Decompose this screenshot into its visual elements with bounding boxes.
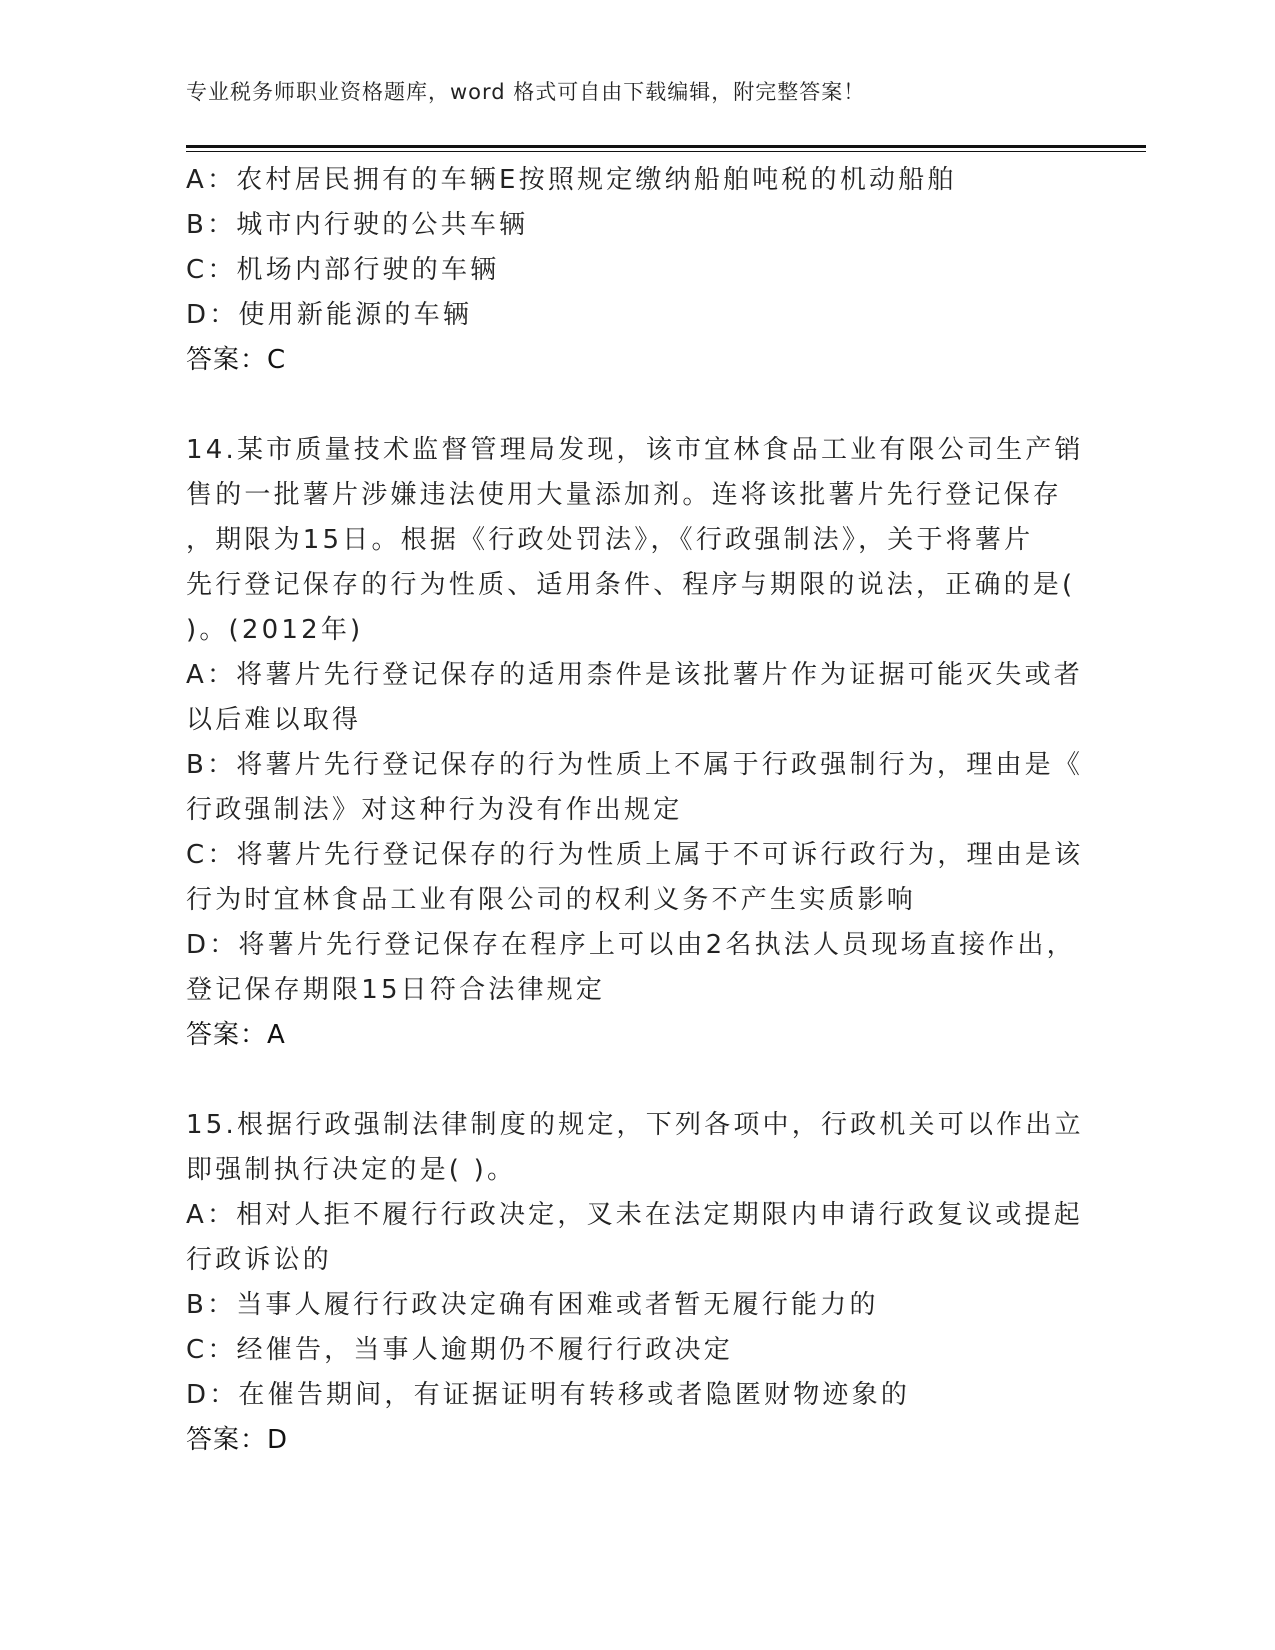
option-c-cont: 行为时宜林食品工业有限公司的权利义务不产生实质影响 — [186, 885, 917, 915]
option-a: A：相对人拒不履行行政决定，叉未在法定期限内申请行政复议或提起 — [186, 1200, 1083, 1230]
question-14 — [186, 428, 1084, 1058]
option-d: D：在催告期间，有证据证明有转移或者隐匿财物迹象的 — [186, 1380, 911, 1410]
option-a: A：将薯片先行登记保存的适用柰件是该批薯片作为证据可能灭失或者 — [186, 660, 1083, 690]
option-d-cont: 登记保存期限15日符合法律规定 — [186, 975, 606, 1005]
option-a: A：农村居民拥有的车辆E按照规定缴纳船舶吨税的机动船舶 — [186, 165, 957, 195]
question-stem-line: 先行登记保存的行为性质、适用条件、程序与期限的说法，正确的是( — [186, 570, 1076, 600]
question-content — [186, 158, 1084, 1463]
answer: 答案：C — [186, 345, 287, 375]
option-b: B：城市内行驶的公共车辆 — [186, 210, 529, 240]
option-a-cont: 行政诉讼的 — [186, 1245, 333, 1275]
option-b: B：当事人履行行政决定确有困难或者暂无履行能力的 — [186, 1290, 879, 1320]
option-c: C：将薯片先行登记保存的行为性质上属于不可诉行政行为，理由是该 — [186, 840, 1084, 870]
question-stem-line: ，期限为15日。根据《行政处罚法》，《行政强制法》，关于将薯片 — [186, 525, 1034, 555]
option-d: D：使用新能源的车辆 — [186, 300, 473, 330]
option-a-cont: 以后难以取得 — [186, 705, 362, 735]
question-stem-line: 15.根据行政强制法律制度的规定，下列各项中，行政机关可以作出立 — [186, 1110, 1084, 1140]
spacer — [186, 1058, 1066, 1103]
question-15 — [186, 1103, 1084, 1463]
question-stem-line: 即强制执行决定的是( )。 — [186, 1155, 517, 1185]
option-d: D：将薯片先行登记保存在程序上可以由2名执法人员现场直接作出， — [186, 930, 1076, 960]
answer: 答案：D — [186, 1425, 289, 1455]
option-b: B：将薯片先行登记保存的行为性质上不属于行政强制行为，理由是《 — [186, 750, 1084, 780]
answer: 答案：A — [186, 1020, 286, 1050]
question-stem-line: 售的一批薯片涉嫌违法使用大量添加剂。连将该批薯片先行登记保存 — [186, 480, 1063, 510]
spacer — [186, 383, 1066, 428]
header-rule — [186, 145, 1146, 148]
option-c: C：经催告，当事人逾期仍不履行行政决定 — [186, 1335, 733, 1365]
option-c: C：机场内部行驶的车辆 — [186, 255, 500, 285]
page-header: 专业税务师职业资格题库，word 格式可自由下载编辑，附完整答案！ — [186, 80, 866, 104]
question-13 — [186, 158, 1066, 383]
question-stem-line: )。(2012年) — [186, 615, 364, 645]
question-stem-line: 14.某市质量技术监督管理局发现，该市宜林食品工业有限公司生产销 — [186, 435, 1084, 465]
option-b-cont: 行政强制法》对这种行为没有作出规定 — [186, 795, 683, 825]
header-rule-thin — [186, 151, 1146, 152]
